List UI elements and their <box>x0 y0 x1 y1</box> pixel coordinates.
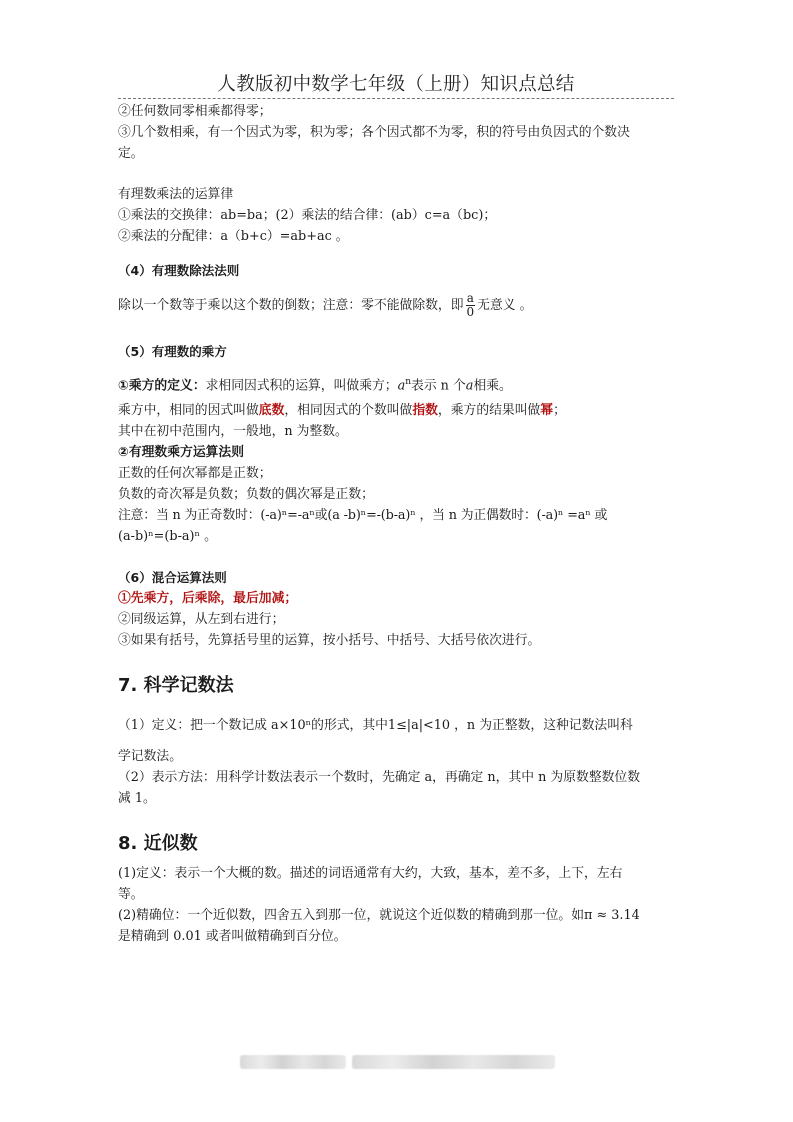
section-heading: 8. 近似数 <box>118 833 198 855</box>
bold-term: ①乘方的定义： <box>118 378 206 394</box>
text-line: ①乘法的交换律：ab=ba；(2）乘法的结合律：(ab）c=a（bc)； <box>118 208 497 223</box>
text-line: 正数的任何次幂都是正数； <box>118 466 272 482</box>
text-span: 乘方中，相同的因式叫做 <box>118 403 259 419</box>
text-line: （2）表示方法：用科学计数法表示一个数时，先确定 a，再确定 n，其中 n 为原数整数位数 <box>118 770 641 786</box>
text-span: ，乘方的结果叫做 <box>437 403 541 419</box>
text-span: 表示 n 个 <box>411 378 466 394</box>
subsection-heading: （6）混合运算法则 <box>118 570 227 586</box>
text-line: 有理数乘法的运算律 <box>118 187 234 202</box>
text-line: 学记数法。 <box>118 749 182 765</box>
fraction-a-over-0 <box>466 292 476 319</box>
highlight-term: 底数 <box>258 403 285 419</box>
division-rule-line <box>118 291 674 321</box>
text-line: (a-b)ⁿ=(b-a)ⁿ 。 <box>118 529 217 545</box>
text-span: 相乘。 <box>473 378 512 394</box>
text-line: ②同级运算，从左到右进行； <box>118 612 285 628</box>
text-line <box>118 372 674 396</box>
fraction-denominator: 0 <box>466 305 475 319</box>
math-var: a <box>397 378 406 394</box>
text-line: ③如果有括号，先算括号里的运算，按小括号、中括号、大括号依次进行。 <box>118 633 541 649</box>
text-line: 是精确到 0.01 或者叫做精确到百分位。 <box>118 929 347 945</box>
text-line: 注意：当 n 为正奇数时：(-a)ⁿ=-aⁿ或(a -b)ⁿ=-(b-a)ⁿ ，当 n 为正偶数时：(-a)ⁿ =aⁿ 或 <box>118 508 608 524</box>
text-line: ②任何数同零相乘都得零； <box>118 104 272 119</box>
math-exponent: n <box>405 377 412 387</box>
text-line: (2)精确位：一个近似数，四舍五入到那一位，就说这个近似数的精确到那一位。如π ≈ 3.14 <box>118 908 640 924</box>
text-line: 其中在初中范围内，一般地，n 为整数。 <box>118 424 348 440</box>
text-line: ②乘法的分配律：a（b+c）=ab+ac 。 <box>118 229 349 244</box>
text-span: 求相同因式积的运算，叫做乘方； <box>205 378 398 394</box>
fraction-numerator: a <box>466 291 474 305</box>
text-span: ，相同因式的个数叫做 <box>284 403 413 419</box>
highlight-term: 幂 <box>540 403 554 419</box>
text-span: 无意义 。 <box>477 298 533 313</box>
text-line: 定。 <box>118 146 144 161</box>
page-title: 人教版初中数学七年级（上册）知识点总结 <box>217 74 575 95</box>
text-line: ③几个数相乘，有一个因式为零，积为零；各个因式都不为零，积的符号由负因式的个数决 <box>118 125 630 140</box>
section-heading: 7. 科学记数法 <box>118 675 234 697</box>
text-line: 等。 <box>118 887 144 903</box>
footer-watermark <box>352 1055 555 1069</box>
subsection-heading: （5）有理数的乘方 <box>118 344 227 359</box>
header-divider <box>118 98 674 99</box>
subsection-heading: （4）有理数除法法则 <box>118 263 240 278</box>
text-line: 负数的奇次幂是负数；负数的偶次幂是正数； <box>118 487 374 503</box>
text-line: （1）定义：把一个数记成 a×10ⁿ的形式，其中1≤|a|<10 ，n 为正整数，这种记数法叫科 <box>118 718 633 734</box>
highlight-line: ①先乘方，后乘除，最后加减； <box>118 591 298 607</box>
text-line: (1)定义：表示一个大概的数。描述的词语通常有大约，大致，基本，差不多，上下，左右 <box>118 866 623 882</box>
text-line <box>118 400 674 421</box>
text-span: 除以一个数等于乘以这个数的倒数；注意：零不能做除数，即 <box>118 298 464 313</box>
document-body <box>118 101 674 947</box>
math-var: a <box>465 378 474 394</box>
bold-line: ②有理数乘方运算法则 <box>118 445 245 461</box>
footer-watermark <box>240 1055 346 1069</box>
text-line: 减 1。 <box>118 791 156 807</box>
text-span: ； <box>553 403 566 419</box>
highlight-term: 指数 <box>412 403 438 419</box>
